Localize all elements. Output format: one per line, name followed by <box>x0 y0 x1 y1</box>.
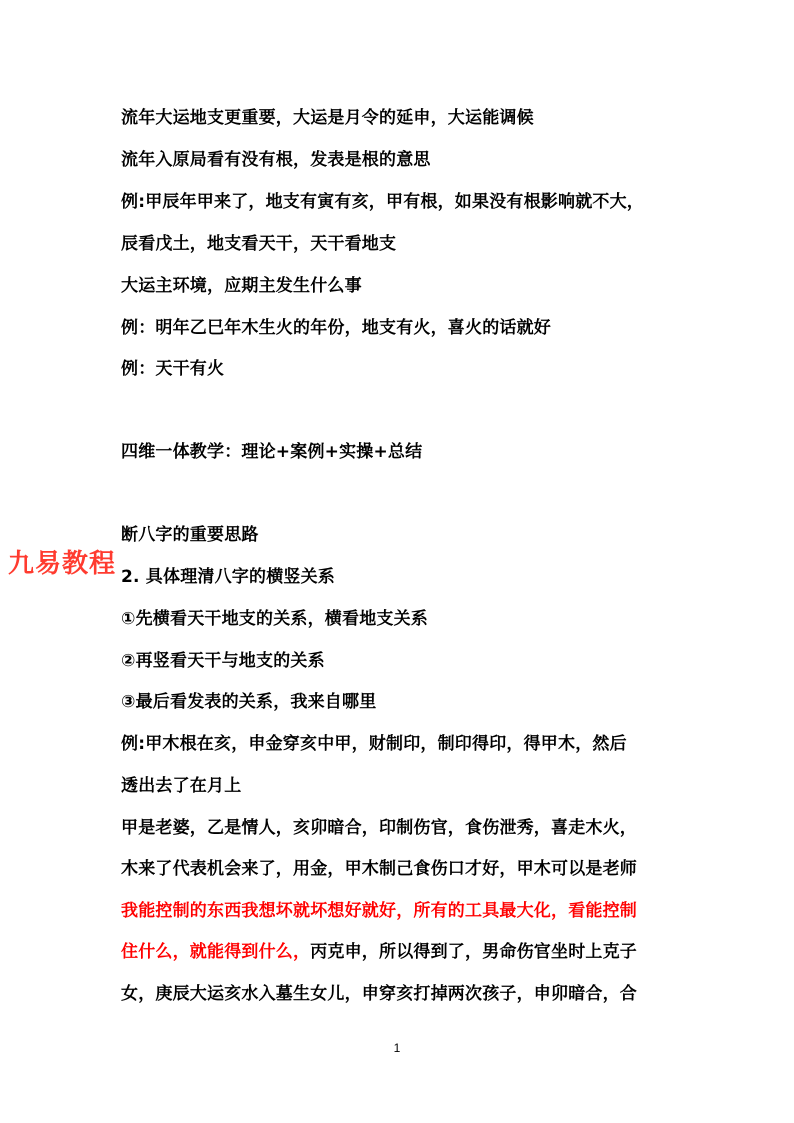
text-line-5: 大运主环境，应期主发生什么事 <box>121 276 362 296</box>
highlight-segment: 住什么，就能得到什么， <box>121 942 311 962</box>
text-line-2: 流年入原局看有没有根，发表是根的意思 <box>121 150 431 170</box>
normal-segment: 丙克申，所以得到了，男命伤官坐时上克子 <box>310 942 638 962</box>
text-line-16: 甲是老婆，乙是情人，亥卯暗合，印制伤官，食伤泄秀，喜走木火， <box>121 818 637 838</box>
text-line-11: ①先横看天干地支的关系，横看地支关系 <box>121 609 428 629</box>
text-line-8: 四维一体教学：理论+案例+实操+总结 <box>121 442 423 462</box>
text-line-3: 例:甲辰年甲来了，地支有寅有亥，甲有根，如果没有根影响就不大， <box>121 192 644 212</box>
text-line-17: 木来了代表机会来了，用金，甲木制己食伤口才好，甲木可以是老师 <box>121 859 637 879</box>
text-line-20: 女，庚辰大运亥水入墓生女儿，申穿亥打掉两次孩子，申卯暗合，合 <box>121 984 637 1004</box>
text-line-1: 流年大运地支更重要，大运是月令的延申，大运能调候 <box>121 108 534 128</box>
page-number: 1 <box>393 1041 401 1055</box>
highlight-line-18: 我能控制的东西我想坏就坏想好就好，所有的工具最大化，看能控制 <box>121 901 637 921</box>
text-line-14: 例:甲木根在亥，申金穿亥中甲，财制印，制印得印，得甲木，然后 <box>121 734 627 754</box>
section-heading: 断八字的重要思路 <box>121 525 259 545</box>
text-line-15: 透出去了在月上 <box>121 776 242 796</box>
text-line-4: 辰看戊土，地支看天干，天干看地支 <box>121 234 397 254</box>
text-line-7: 例：天干有火 <box>121 359 225 379</box>
watermark-logo: 九易教程 <box>8 549 117 579</box>
text-line-19 <box>121 940 637 964</box>
text-line-10: 2. 具体理清八字的横竖关系 <box>121 567 336 587</box>
text-line-12: ②再竖看天干与地支的关系 <box>121 651 325 671</box>
text-line-13: ③最后看发表的关系，我来自哪里 <box>121 692 377 712</box>
text-line-6: 例：明年乙巳年木生火的年份，地支有火，喜火的话就好 <box>121 318 551 338</box>
